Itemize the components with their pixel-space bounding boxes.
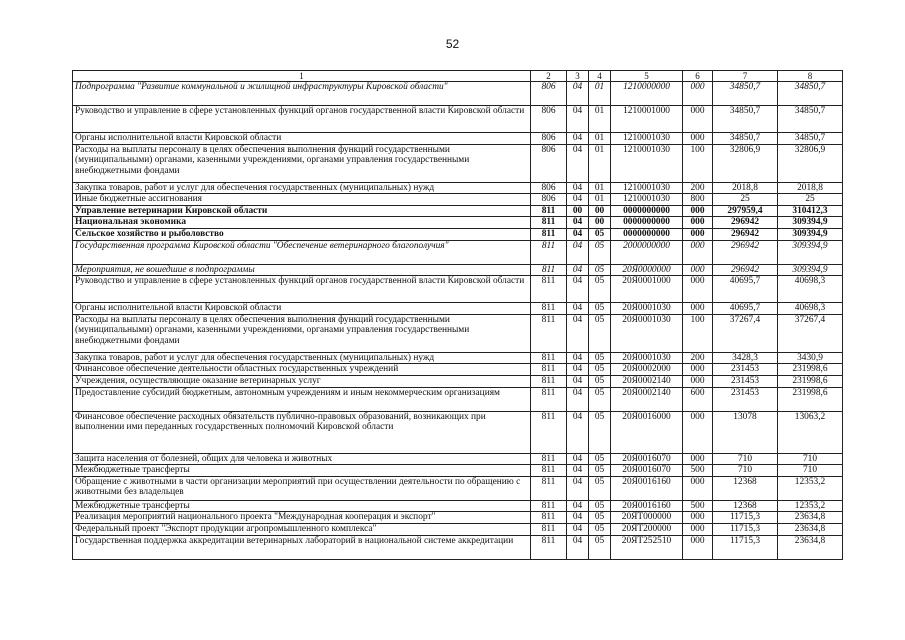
row-code-subsection: 05 <box>589 264 611 276</box>
row-code-ministry: 811 <box>531 512 567 524</box>
row-amount-year2: 34850,7 <box>778 106 843 133</box>
row-name: Государственная программа Кировской области "Обеспечение ветеринарного благополучия" <box>73 240 531 264</box>
row-code-target: 20Я0016070 <box>611 453 683 465</box>
row-name: Подпрограмма "Развитие коммунальной и жилищной инфраструктуры Кировской области" <box>73 82 531 106</box>
row-code-target: 20Я0016070 <box>611 465 683 477</box>
row-amount-year2: 3430,9 <box>778 352 843 364</box>
row-code-expense-type: 000 <box>683 133 713 145</box>
table-row <box>73 303 843 315</box>
row-amount-year2: 231998,6 <box>778 387 843 411</box>
row-code-target: 2000000000 <box>611 240 683 264</box>
row-code-section: 04 <box>567 411 589 453</box>
row-amount-year2: 34850,7 <box>778 82 843 106</box>
row-name: Защита населения от болезней, общих для человека и животных <box>73 453 531 465</box>
row-code-expense-type: 000 <box>683 217 713 229</box>
row-amount-year2: 40698,3 <box>778 276 843 303</box>
row-name: Органы исполнительной власти Кировской области <box>73 303 531 315</box>
row-code-target: 1210000000 <box>611 82 683 106</box>
table-row <box>73 500 843 512</box>
table-row <box>73 240 843 264</box>
column-header: 7 <box>713 71 778 82</box>
row-code-ministry: 811 <box>531 411 567 453</box>
row-code-subsection: 05 <box>589 476 611 500</box>
row-code-target: 20Я0016000 <box>611 411 683 453</box>
table-row <box>73 535 843 559</box>
row-code-ministry: 811 <box>531 276 567 303</box>
table-row <box>73 364 843 376</box>
row-code-section: 04 <box>567 314 589 352</box>
table-row <box>73 106 843 133</box>
row-name: Сельское хозяйство и рыболовство <box>73 228 531 240</box>
row-name: Межбюджетные трансферты <box>73 500 531 512</box>
row-code-subsection: 00 <box>589 217 611 229</box>
row-amount-year2: 231998,6 <box>778 375 843 387</box>
row-code-target: 1210001030 <box>611 182 683 194</box>
row-amount-year1: 231453 <box>713 375 778 387</box>
row-code-subsection: 01 <box>589 182 611 194</box>
row-amount-year1: 710 <box>713 465 778 477</box>
row-code-ministry: 811 <box>531 264 567 276</box>
row-amount-year1: 296942 <box>713 264 778 276</box>
row-code-subsection: 01 <box>589 144 611 182</box>
row-code-section: 04 <box>567 194 589 206</box>
page-number: 52 <box>445 37 460 51</box>
row-code-section: 04 <box>567 144 589 182</box>
row-code-section: 04 <box>567 240 589 264</box>
row-amount-year1: 231453 <box>713 364 778 376</box>
row-code-expense-type: 000 <box>683 411 713 453</box>
row-code-ministry: 811 <box>531 364 567 376</box>
budget-table <box>72 70 843 560</box>
row-code-ministry: 806 <box>531 82 567 106</box>
row-code-section: 04 <box>567 387 589 411</box>
row-code-expense-type: 600 <box>683 387 713 411</box>
row-amount-year1: 11715,3 <box>713 523 778 535</box>
row-code-ministry: 811 <box>531 314 567 352</box>
row-amount-year1: 296942 <box>713 228 778 240</box>
row-code-ministry: 811 <box>531 352 567 364</box>
row-amount-year1: 12368 <box>713 476 778 500</box>
row-amount-year2: 12353,2 <box>778 476 843 500</box>
row-code-section: 04 <box>567 453 589 465</box>
row-code-expense-type: 100 <box>683 144 713 182</box>
row-code-subsection: 05 <box>589 523 611 535</box>
row-amount-year1: 40695,7 <box>713 303 778 315</box>
row-code-subsection: 05 <box>589 228 611 240</box>
row-code-target: 20ЯТ000000 <box>611 512 683 524</box>
row-amount-year1: 34850,7 <box>713 133 778 145</box>
table-row <box>73 352 843 364</box>
row-code-target: 20Я0002000 <box>611 364 683 376</box>
row-amount-year2: 23634,8 <box>778 512 843 524</box>
row-code-subsection: 05 <box>589 303 611 315</box>
row-code-ministry: 811 <box>531 387 567 411</box>
row-code-ministry: 811 <box>531 303 567 315</box>
row-name: Расходы на выплаты персоналу в целях обеспечения выполнения функций государственными (муниципальными) органами, казенными учреждениями, органами управления государственными внебюджетными фондами <box>73 144 531 182</box>
row-code-section: 04 <box>567 523 589 535</box>
row-code-section: 04 <box>567 375 589 387</box>
row-code-section: 04 <box>567 228 589 240</box>
row-amount-year1: 3428,3 <box>713 352 778 364</box>
row-code-expense-type: 000 <box>683 228 713 240</box>
row-code-ministry: 806 <box>531 144 567 182</box>
column-header: 3 <box>567 71 589 82</box>
row-amount-year1: 231453 <box>713 387 778 411</box>
row-code-expense-type: 000 <box>683 82 713 106</box>
row-name: Национальная экономика <box>73 217 531 229</box>
row-code-target: 0000000000 <box>611 205 683 217</box>
row-name: Управление ветеринарии Кировской области <box>73 205 531 217</box>
row-code-expense-type: 800 <box>683 194 713 206</box>
row-amount-year1: 34850,7 <box>713 106 778 133</box>
row-code-subsection: 05 <box>589 500 611 512</box>
row-name: Реализация мероприятий национального проекта "Международная кооперация и экспорт" <box>73 512 531 524</box>
row-code-section: 04 <box>567 352 589 364</box>
row-code-ministry: 811 <box>531 228 567 240</box>
row-name: Межбюджетные трансферты <box>73 465 531 477</box>
row-code-section: 04 <box>567 264 589 276</box>
row-code-subsection: 01 <box>589 82 611 106</box>
row-code-subsection: 05 <box>589 375 611 387</box>
row-amount-year1: 297959,4 <box>713 205 778 217</box>
row-code-subsection: 05 <box>589 352 611 364</box>
row-name: Руководство и управление в сфере установленных функций органов государственной власти Кировской области <box>73 276 531 303</box>
row-code-target: 1210001030 <box>611 194 683 206</box>
row-amount-year1: 32806,9 <box>713 144 778 182</box>
row-amount-year1: 11715,3 <box>713 535 778 559</box>
row-code-expense-type: 000 <box>683 364 713 376</box>
row-code-target: 1210001000 <box>611 106 683 133</box>
row-code-target: 20Я0000000 <box>611 264 683 276</box>
row-code-subsection: 05 <box>589 240 611 264</box>
row-code-section: 04 <box>567 364 589 376</box>
row-code-target: 20Я0001030 <box>611 352 683 364</box>
column-header: 6 <box>683 71 713 82</box>
table-row <box>73 205 843 217</box>
row-amount-year1: 34850,7 <box>713 82 778 106</box>
row-code-expense-type: 500 <box>683 500 713 512</box>
row-amount-year2: 23634,8 <box>778 535 843 559</box>
row-name: Государственная поддержка аккредитации ветеринарных лабораторий в национальной системе аккредитации <box>73 535 531 559</box>
row-code-target: 20Я0002140 <box>611 387 683 411</box>
row-amount-year2: 309394,9 <box>778 228 843 240</box>
table-row <box>73 276 843 303</box>
row-code-target: 20Я0016160 <box>611 476 683 500</box>
row-code-subsection: 05 <box>589 387 611 411</box>
row-code-ministry: 811 <box>531 500 567 512</box>
row-amount-year2: 231998,6 <box>778 364 843 376</box>
table-row <box>73 512 843 524</box>
row-amount-year2: 309394,9 <box>778 217 843 229</box>
table-row <box>73 194 843 206</box>
table-row <box>73 411 843 453</box>
row-amount-year1: 25 <box>713 194 778 206</box>
row-code-expense-type: 000 <box>683 106 713 133</box>
row-code-expense-type: 100 <box>683 314 713 352</box>
row-name: Обращение с животными в части организации мероприятий при осуществлении деятельности по обращению с животными без владельцев <box>73 476 531 500</box>
row-amount-year2: 2018,8 <box>778 182 843 194</box>
row-code-target: 20Я0001030 <box>611 303 683 315</box>
row-code-expense-type: 000 <box>683 535 713 559</box>
row-code-target: 20Я0002140 <box>611 375 683 387</box>
row-code-ministry: 806 <box>531 194 567 206</box>
table-row <box>73 228 843 240</box>
row-code-section: 04 <box>567 182 589 194</box>
row-name: Мероприятия, не вошедшие в подпрограммы <box>73 264 531 276</box>
row-amount-year1: 13078 <box>713 411 778 453</box>
table-row <box>73 465 843 477</box>
row-code-section: 04 <box>567 303 589 315</box>
row-code-section: 04 <box>567 82 589 106</box>
row-code-subsection: 00 <box>589 205 611 217</box>
row-code-ministry: 811 <box>531 476 567 500</box>
row-code-ministry: 811 <box>531 453 567 465</box>
table-row <box>73 217 843 229</box>
table-row <box>73 133 843 145</box>
row-code-expense-type: 000 <box>683 240 713 264</box>
row-name: Закупка товаров, работ и услуг для обеспечения государственных (муниципальных) нужд <box>73 182 531 194</box>
row-code-section: 04 <box>567 106 589 133</box>
row-amount-year2: 37267,4 <box>778 314 843 352</box>
row-amount-year2: 309394,9 <box>778 264 843 276</box>
row-amount-year1: 296942 <box>713 217 778 229</box>
row-amount-year1: 710 <box>713 453 778 465</box>
row-code-subsection: 05 <box>589 411 611 453</box>
row-code-ministry: 811 <box>531 535 567 559</box>
row-code-ministry: 806 <box>531 182 567 194</box>
row-name: Расходы на выплаты персоналу в целях обеспечения выполнения функций государственными (муниципальными) органами, казенными учреждениями, органами управления государственными внебюджетными фондами <box>73 314 531 352</box>
row-name: Федеральный проект "Экспорт продукции агропромышленного комплекса" <box>73 523 531 535</box>
row-amount-year2: 32806,9 <box>778 144 843 182</box>
row-amount-year2: 710 <box>778 453 843 465</box>
row-code-ministry: 811 <box>531 205 567 217</box>
row-code-subsection: 05 <box>589 276 611 303</box>
row-code-subsection: 05 <box>589 314 611 352</box>
row-code-section: 04 <box>567 500 589 512</box>
row-name: Органы исполнительной власти Кировской области <box>73 133 531 145</box>
column-header: 1 <box>73 71 531 82</box>
row-code-section: 00 <box>567 205 589 217</box>
row-code-section: 04 <box>567 133 589 145</box>
row-code-target: 0000000000 <box>611 217 683 229</box>
table-row <box>73 82 843 106</box>
row-code-target: 1210001030 <box>611 144 683 182</box>
row-code-ministry: 811 <box>531 217 567 229</box>
column-header: 2 <box>531 71 567 82</box>
row-amount-year1: 11715,3 <box>713 512 778 524</box>
row-code-target: 20Я0001000 <box>611 276 683 303</box>
row-amount-year2: 310412,3 <box>778 205 843 217</box>
row-code-target: 20Я0001030 <box>611 314 683 352</box>
row-code-section: 04 <box>567 512 589 524</box>
row-code-expense-type: 000 <box>683 205 713 217</box>
row-amount-year2: 710 <box>778 465 843 477</box>
row-code-ministry: 806 <box>531 106 567 133</box>
row-code-subsection: 05 <box>589 535 611 559</box>
row-amount-year2: 34850,7 <box>778 133 843 145</box>
row-amount-year1: 40695,7 <box>713 276 778 303</box>
row-code-ministry: 811 <box>531 375 567 387</box>
row-name: Финансовое обеспечение расходных обязательств публично-правовых образований, возникающих при выполнении ими переданных государственных полномочий Кировской области <box>73 411 531 453</box>
row-amount-year2: 309394,9 <box>778 240 843 264</box>
row-code-expense-type: 000 <box>683 523 713 535</box>
row-code-section: 04 <box>567 465 589 477</box>
row-code-section: 04 <box>567 535 589 559</box>
row-name: Иные бюджетные ассигнования <box>73 194 531 206</box>
column-header: 8 <box>778 71 843 82</box>
row-name: Закупка товаров, работ и услуг для обеспечения государственных (муниципальных) нужд <box>73 352 531 364</box>
row-amount-year2: 40698,3 <box>778 303 843 315</box>
row-code-subsection: 01 <box>589 133 611 145</box>
row-code-ministry: 806 <box>531 133 567 145</box>
row-code-expense-type: 200 <box>683 182 713 194</box>
row-amount-year2: 13063,2 <box>778 411 843 453</box>
row-code-expense-type: 000 <box>683 512 713 524</box>
table-row <box>73 453 843 465</box>
row-name: Финансовое обеспечение деятельности областных государственных учреждений <box>73 364 531 376</box>
row-amount-year2: 12353,2 <box>778 500 843 512</box>
row-code-subsection: 01 <box>589 106 611 133</box>
row-code-expense-type: 000 <box>683 276 713 303</box>
row-name: Предоставление субсидий бюджетным, автономным учреждениям и иным некоммерческим организациям <box>73 387 531 411</box>
row-code-subsection: 01 <box>589 194 611 206</box>
row-code-expense-type: 200 <box>683 352 713 364</box>
row-code-expense-type: 000 <box>683 453 713 465</box>
table-row <box>73 476 843 500</box>
table-row <box>73 523 843 535</box>
row-name: Учреждения, осуществляющие оказание ветеринарных услуг <box>73 375 531 387</box>
row-code-ministry: 811 <box>531 465 567 477</box>
row-amount-year1: 37267,4 <box>713 314 778 352</box>
row-code-section: 04 <box>567 276 589 303</box>
row-code-section: 04 <box>567 476 589 500</box>
table-row <box>73 144 843 182</box>
row-name: Руководство и управление в сфере установленных функций органов государственной власти Кировской области <box>73 106 531 133</box>
row-code-ministry: 811 <box>531 523 567 535</box>
row-code-expense-type: 000 <box>683 264 713 276</box>
row-code-target: 1210001030 <box>611 133 683 145</box>
table-header-row <box>73 71 843 82</box>
row-amount-year1: 296942 <box>713 240 778 264</box>
row-amount-year1: 12368 <box>713 500 778 512</box>
row-amount-year1: 2018,8 <box>713 182 778 194</box>
table-row <box>73 264 843 276</box>
column-header: 5 <box>611 71 683 82</box>
row-code-section: 04 <box>567 217 589 229</box>
table-row <box>73 387 843 411</box>
table-row <box>73 314 843 352</box>
row-code-target: 20ЯТ252510 <box>611 535 683 559</box>
row-code-target: 0000000000 <box>611 228 683 240</box>
table-row <box>73 182 843 194</box>
row-code-subsection: 05 <box>589 364 611 376</box>
row-code-expense-type: 000 <box>683 303 713 315</box>
row-code-subsection: 05 <box>589 512 611 524</box>
row-code-ministry: 811 <box>531 240 567 264</box>
column-header: 4 <box>589 71 611 82</box>
row-code-expense-type: 000 <box>683 476 713 500</box>
row-code-subsection: 05 <box>589 465 611 477</box>
row-code-expense-type: 000 <box>683 375 713 387</box>
row-amount-year2: 23634,8 <box>778 523 843 535</box>
row-amount-year2: 25 <box>778 194 843 206</box>
row-code-target: 20ЯТ200000 <box>611 523 683 535</box>
row-code-subsection: 05 <box>589 453 611 465</box>
row-code-target: 20Я0016160 <box>611 500 683 512</box>
table-row <box>73 375 843 387</box>
row-code-expense-type: 500 <box>683 465 713 477</box>
